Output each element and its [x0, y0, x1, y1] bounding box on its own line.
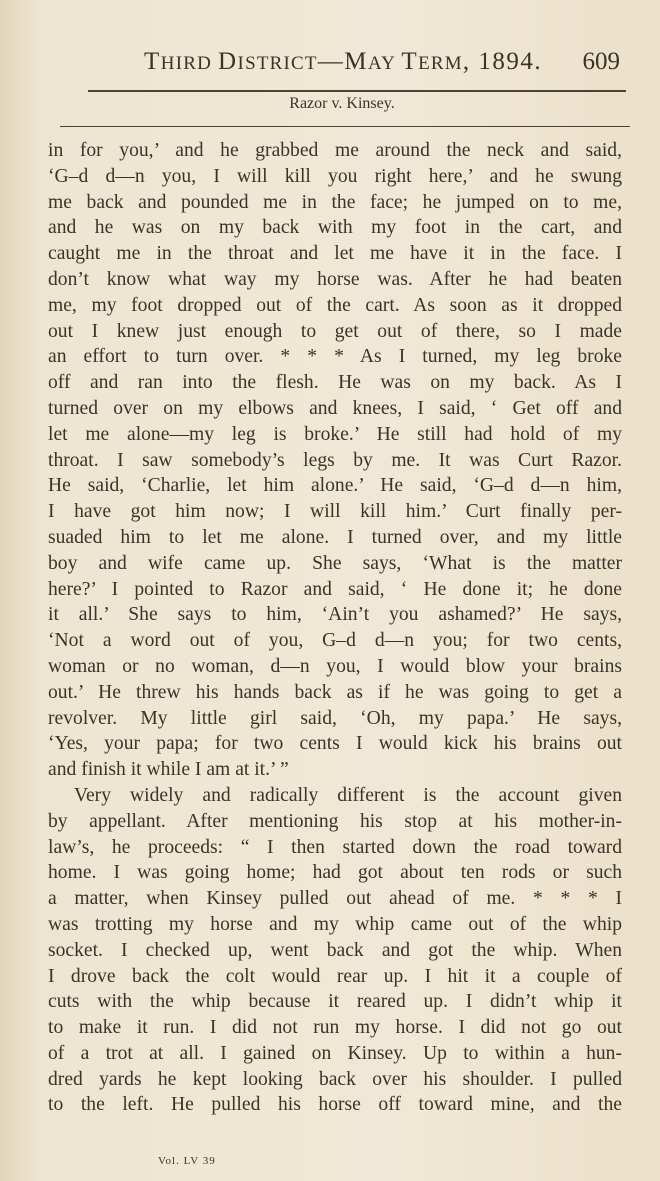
running-title	[144, 48, 542, 76]
text-line: here?’ I pointed to Razor and said, ‘ He done it; he done	[48, 578, 622, 600]
text-line: boy and wife came up. She says, ‘What is the matter	[48, 552, 622, 574]
text-line: woman or no woman, d—n you, I would blow your brains	[48, 655, 622, 677]
text-line: ‘Not a word out of you, G–d d—n you; for two cents,	[48, 630, 622, 652]
text-line: throat. I saw somebody’s legs by me. It was Curt Razor.	[48, 449, 622, 471]
text-line: let me alone—my leg is broke.’ He still had hold of my	[48, 423, 622, 445]
text-line: in for you,’ and he grabbed me around the neck and said,	[48, 140, 622, 161]
text-line: turned over on my elbows and knees, I said, ‘ Get off and	[48, 397, 622, 419]
text-line: it all.’ She says to him, ‘Ain’t you ashamed?’ He says,	[48, 604, 622, 626]
text-line: ‘G–d d—n you, I will kill you right here,’ and he swung	[48, 165, 622, 187]
text-line: out I knew just enough to get out of there, so I made	[48, 320, 622, 342]
running-title-part: AY	[367, 53, 402, 74]
body-text	[48, 138, 622, 1118]
running-title-part: D	[217, 48, 238, 75]
text-line: revolver. My little girl said, ‘Oh, my papa.’ He says,	[48, 707, 622, 729]
running-title-part: ERM	[418, 53, 463, 74]
text-line: of a trot at all. I gained on Kinsey. Up to within a hun-	[48, 1042, 622, 1064]
case-title: Razor v. Kinsey.	[289, 95, 395, 112]
text-line: to make it run. I did not run my horse. I did not go out	[48, 1017, 622, 1039]
text-line: dred yards he kept looking back over his shoulder. I pulled	[48, 1068, 622, 1090]
text-line: law’s, he proceeds: “ I then started down the road toward	[48, 836, 622, 858]
text-line: socket. I checked up, went back and got the whip. When	[48, 939, 622, 961]
text-line: He said, ‘Charlie, let him alone.’ He said, ‘G–d d—n him,	[48, 475, 622, 497]
text-line: home. I was going home; had got about ten rods or such	[48, 862, 622, 884]
running-title-part: T	[144, 48, 161, 75]
running-head	[56, 48, 624, 84]
text-line: was trotting my horse and my whip came out of the whip	[48, 913, 622, 935]
text-line: I drove back the colt would rear up. I hit it a couple of	[48, 965, 622, 987]
header-rule	[88, 90, 626, 92]
text-line: by appellant. After mentioning his stop at his mother-in-	[48, 810, 622, 832]
page-number: 609	[582, 48, 620, 75]
text-line: ‘Yes, your papa; for two cents I would kick his brains out	[48, 733, 622, 755]
text-line: and finish it while I am at it.’ ”	[48, 759, 289, 781]
text-line: out.’ He threw his hands back as if he was going to get a	[48, 681, 622, 703]
text-line: I have got him now; I will kill him.’ Curt finally per-	[48, 501, 622, 523]
running-title-part: ISTRICT	[237, 53, 318, 74]
text-line: Very widely and radically different is the account given	[74, 784, 622, 806]
text-line: suaded him to let me alone. I turned over, and my little	[48, 526, 622, 548]
text-line: and he was on my back with my foot in the cart, and	[48, 217, 622, 239]
running-title-part: , 1894.	[462, 48, 543, 75]
text-line: me, my foot dropped out of the cart. As soon as it dropped	[48, 294, 622, 316]
running-title-part: —M	[317, 48, 368, 75]
text-line: cuts with the whip because it reared up. I didn’t whip it	[48, 991, 622, 1013]
running-title-part: HIRD	[160, 53, 218, 74]
case-title-rule	[60, 126, 630, 127]
running-title-part: T	[401, 48, 419, 75]
text-line: caught me in the throat and let me have it in the face. I	[48, 243, 622, 265]
text-line: don’t know what way my horse was. After he had beaten	[48, 268, 622, 290]
footer-signature: Vol. LV 39	[158, 1155, 216, 1167]
text-line: off and ran into the flesh. He was on my back. As I	[48, 372, 622, 394]
text-line: a matter, when Kinsey pulled out ahead of me. * * * I	[48, 888, 622, 910]
text-line: to the left. He pulled his horse off toward mine, and the	[48, 1094, 622, 1116]
text-line: an effort to turn over. * * * As I turned, my leg broke	[48, 346, 622, 368]
text-line: me back and pounded me in the face; he jumped on to me,	[48, 191, 622, 213]
